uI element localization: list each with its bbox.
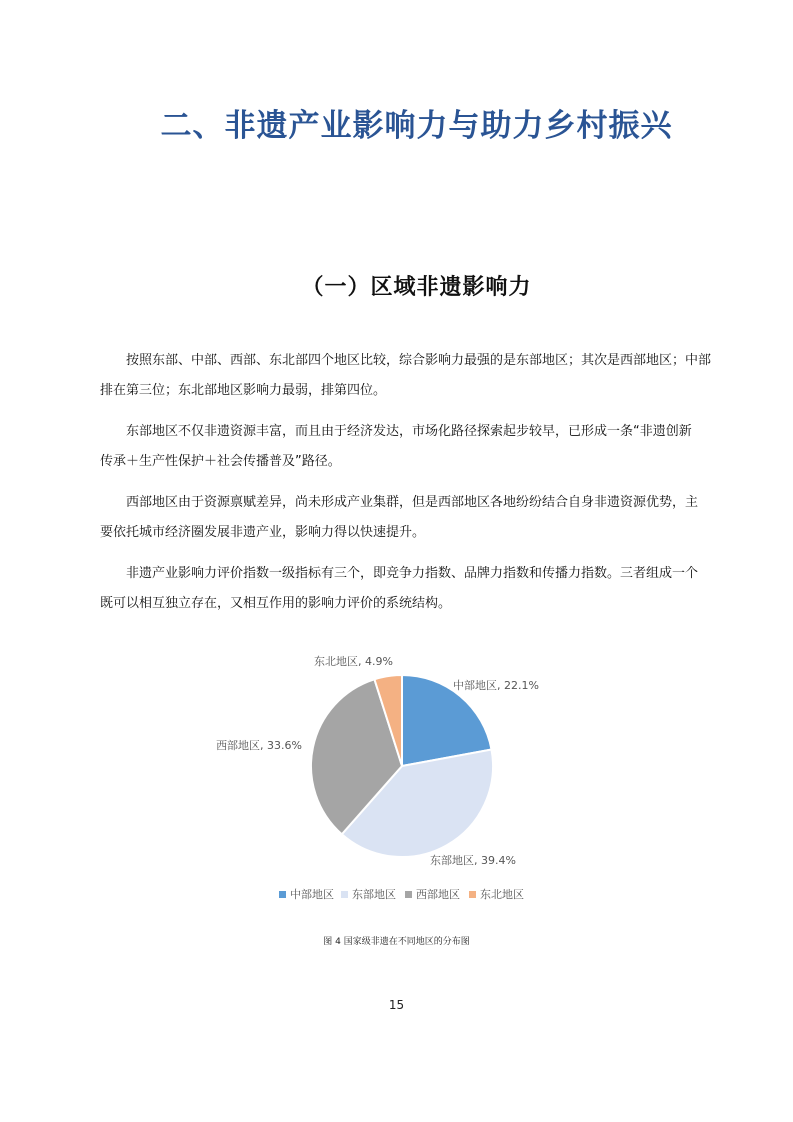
legend-entry: 东部地区 xyxy=(352,888,396,901)
pie-data-label: 东北地区, 4.9% xyxy=(314,655,393,668)
paragraph-line: 东部地区不仅非遗资源丰富，而且由于经济发达，市场化路径探索起步较早，已形成一条“非遗创新 xyxy=(126,424,692,439)
paragraph-line: 既可以相互独立存在，又相互作用的影响力评价的系统结构。 xyxy=(100,596,452,611)
legend-swatch xyxy=(469,891,476,898)
paragraph xyxy=(100,559,720,619)
page-number: 15 xyxy=(388,998,405,1012)
legend-swatch xyxy=(405,891,412,898)
body-text xyxy=(100,346,720,630)
paragraph-line: 按照东部、中部、西部、东北部四个地区比较，综合影响力最强的是东部地区；其次是西部地区；中部 xyxy=(126,353,712,368)
pie-chart xyxy=(0,640,793,920)
paragraph-line: 西部地区由于资源禀赋差异，尚未形成产业集群，但是西部地区各地纷纷结合自身非遗资源优势，主 xyxy=(126,495,699,510)
paragraph-line: 要依托城市经济圈发展非遗产业，影响力得以快速提升。 xyxy=(100,525,426,540)
paragraph-line: 非遗产业影响力评价指数一级指标有三个，即竞争力指数、品牌力指数和传播力指数。三者组成一个 xyxy=(126,566,699,581)
legend-entry: 东北地区 xyxy=(480,888,524,901)
figure-caption: 图 4 国家级非遗在不同地区的分布图 xyxy=(323,937,470,947)
page-heading: 二、非遗产业影响力与助力乡村振兴 xyxy=(160,108,673,144)
pie-data-label: 中部地区, 22.1% xyxy=(453,679,539,692)
paragraph xyxy=(100,488,720,548)
paragraph xyxy=(100,346,720,406)
legend-swatch xyxy=(279,891,286,898)
pie-data-label: 西部地区, 33.6% xyxy=(216,739,302,752)
paragraph-line: 排在第三位；东北部地区影响力最弱，排第四位。 xyxy=(100,383,387,398)
section-heading: （一）区域非遗影响力 xyxy=(301,275,532,300)
paragraph-line: 传承＋生产性保护＋社会传播普及”路径。 xyxy=(100,454,341,469)
legend-entry: 中部地区 xyxy=(290,888,334,901)
paragraph xyxy=(100,417,720,477)
pie-data-label: 东部地区, 39.4% xyxy=(430,854,516,867)
legend-swatch xyxy=(341,891,348,898)
legend-entry: 西部地区 xyxy=(416,888,460,901)
